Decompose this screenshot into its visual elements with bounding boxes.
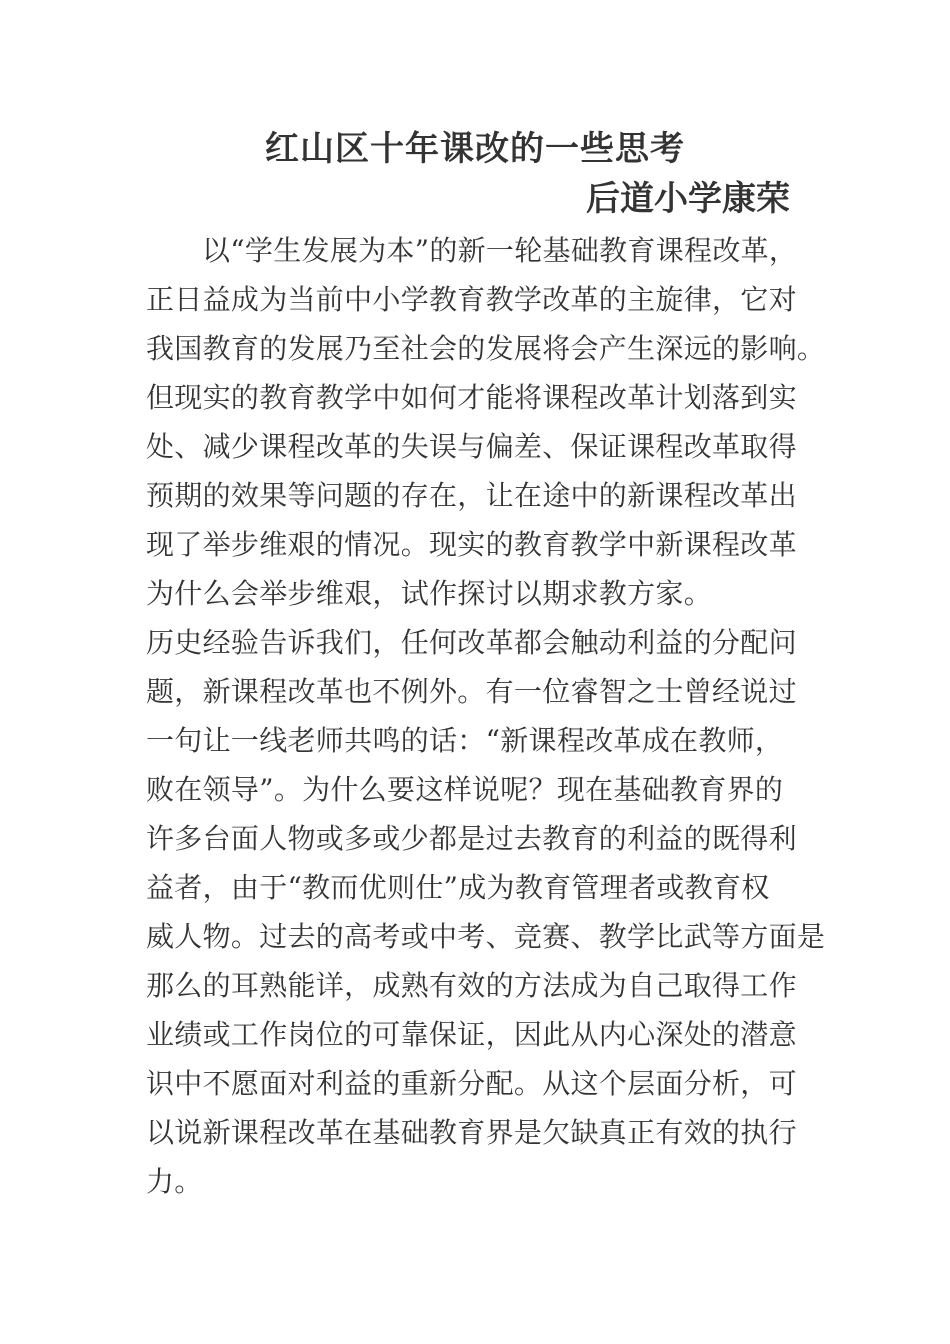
text-line: 以说新课程改革在基础教育界是欠缺真正有效的执行 — [146, 1116, 797, 1149]
document-title: 红山区十年课改的一些思考 — [265, 129, 685, 169]
text-line: 预期的效果等问题的存在，让在途中的新课程改革出 — [146, 479, 797, 512]
text-line: 历史经验告诉我们，任何改革都会触动利益的分配问 — [146, 626, 797, 659]
text-line: 益者，由于“教而优则仕”成为教育管理者或教育权 — [146, 871, 770, 904]
text-line: 现了举步维艰的情况。现实的教育教学中新课程改革 — [146, 528, 797, 561]
text-line: 许多台面人物或多或少都是过去教育的利益的既得利 — [146, 822, 797, 855]
text-line: 题，新课程改革也不例外。有一位睿智之士曾经说过 — [146, 675, 797, 708]
text-line: 力。 — [146, 1165, 203, 1198]
text-line: 正日益成为当前中小学教育教学改革的主旋律，它对 — [146, 283, 797, 316]
text-line: 那么的耳熟能详，成熟有效的方法成为自己取得工作 — [146, 969, 797, 1002]
text-line: 败在领导”。为什么要这样说呢？现在基础教育界的 — [146, 773, 784, 806]
text-line: 业绩或工作岗位的可靠保证，因此从内心深处的潜意 — [146, 1018, 797, 1051]
author-line: 后道小学康荣 — [586, 179, 790, 219]
text-line: 为什么会举步维艰，试作探讨以期求教方家。 — [146, 577, 713, 610]
text-line: 识中不愿面对利益的重新分配。从这个层面分析，可 — [146, 1067, 797, 1100]
text-line: 一句让一线老师共鸣的话：“新课程改革成在教师， — [146, 724, 784, 757]
document-body — [146, 226, 826, 1206]
text-line: 我国教育的发展乃至社会的发展将会产生深远的影响。 — [146, 332, 826, 365]
text-line: 但现实的教育教学中如何才能将课程改革计划落到实 — [146, 381, 797, 414]
text-line: 威人物。过去的高考或中考、竞赛、教学比武等方面是 — [146, 920, 826, 953]
text-line: 以“学生发展为本”的新一轮基础教育课程改革， — [202, 234, 798, 267]
text-line: 处、减少课程改革的失误与偏差、保证课程改革取得 — [146, 430, 797, 463]
